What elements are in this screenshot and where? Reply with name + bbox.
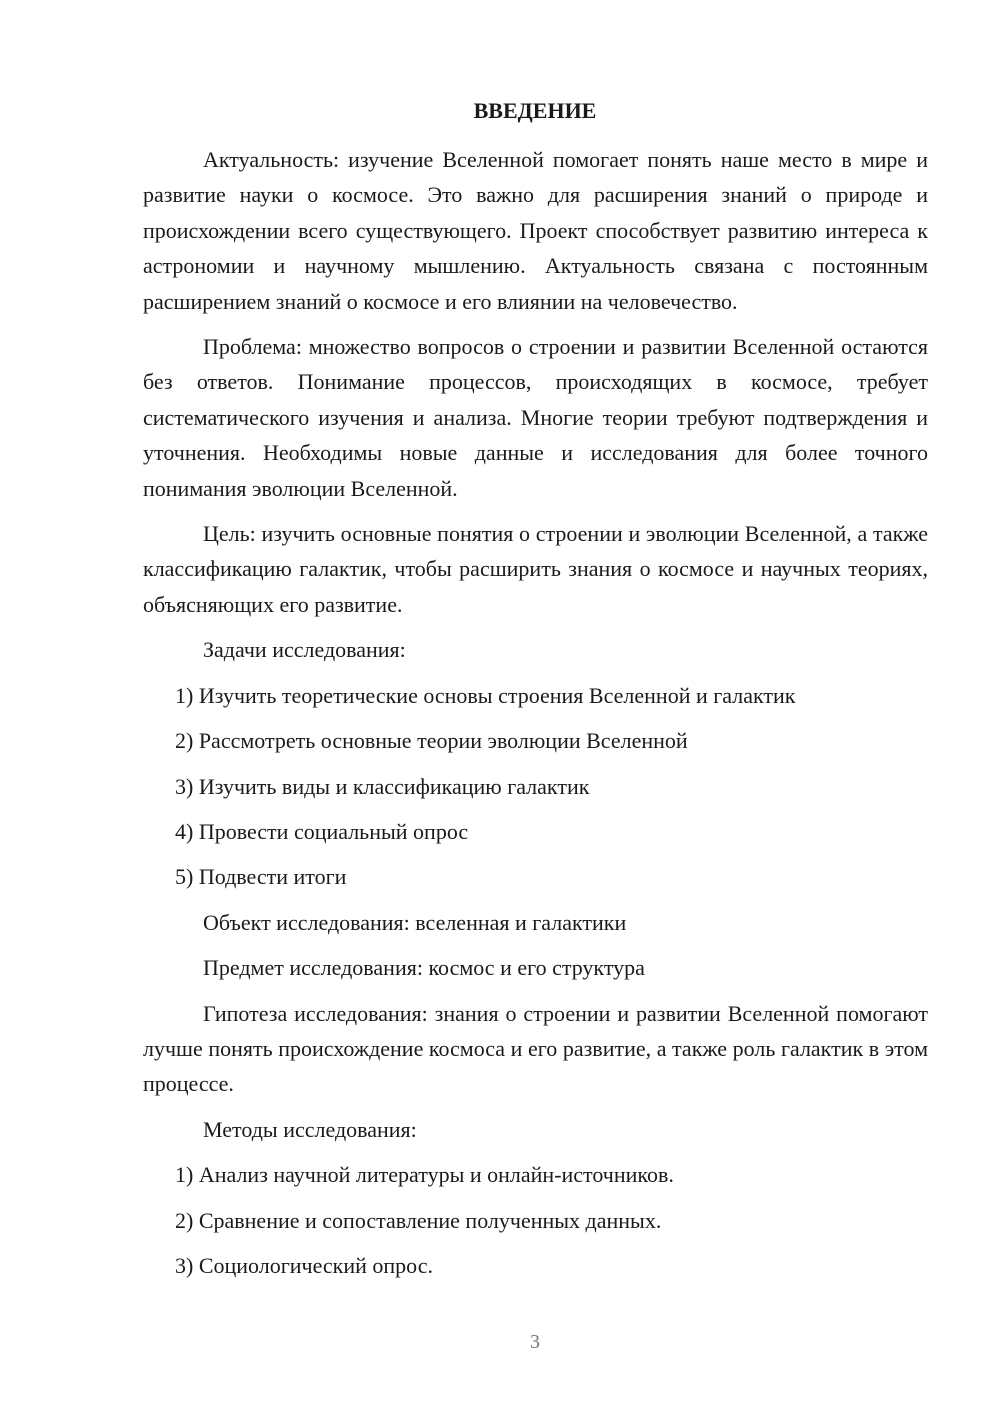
task-item: 2) Рассмотреть основные теории эволюции Вселенной <box>175 728 688 754</box>
task-item: 1) Изучить теоретические основы строения Вселенной и галактик <box>175 682 796 708</box>
relevance-paragraph: Актуальность: изучение Вселенной помогает понять наше место в мире и развитие науки о космосе. Это важно для расширения знаний о природе и происхождении всего существующего. Проект способствует развитию интереса к астрономии и научному мышлению. Актуальность связана с постоянным расширением знаний о космосе и его влиянии на человечество. <box>143 147 928 314</box>
research-object: Объект исследования: вселенная и галактики <box>203 909 627 935</box>
method-item: 1) Анализ научной литературы и онлайн-источников. <box>175 1162 674 1188</box>
page-title: ВВЕДЕНИЕ <box>473 98 597 123</box>
page-number: 3 <box>530 1331 540 1353</box>
methods-title: Методы исследования: <box>203 1116 417 1142</box>
hypothesis-paragraph: Гипотеза исследования: знания о строении и развитии Вселенной помогают лучше понять происхождение космоса и его развитие, а также роль галактик в этом процессе. <box>143 1000 928 1097</box>
method-item: 3) Социологический опрос. <box>175 1252 433 1278</box>
research-subject: Предмет исследования: космос и его структура <box>203 955 645 981</box>
task-item: 3) Изучить виды и классификацию галактик <box>175 773 590 799</box>
tasks-title: Задачи исследования: <box>203 637 406 663</box>
problem-paragraph: Проблема: множество вопросов о строении и развитии Вселенной остаются без ответов. Понимание процессов, происходящих в космосе, требует систематического изучения и анализа. Многие теории требуют подтверждения и уточнения. Необходимы новые данные и исследования для более точного понимания эволюции Вселенной. <box>143 334 928 501</box>
task-item: 5) Подвести итоги <box>175 864 347 890</box>
method-item: 2) Сравнение и сопоставление полученных данных. <box>175 1207 662 1233</box>
goal-paragraph: Цель: изучить основные понятия о строении и эволюции Вселенной, а также классификацию галактик, чтобы расширить знания о космосе и научных теориях, объясняющих его развитие. <box>143 521 928 617</box>
document-body <box>143 142 928 1293</box>
task-item: 4) Провести социальный опрос <box>175 818 469 844</box>
